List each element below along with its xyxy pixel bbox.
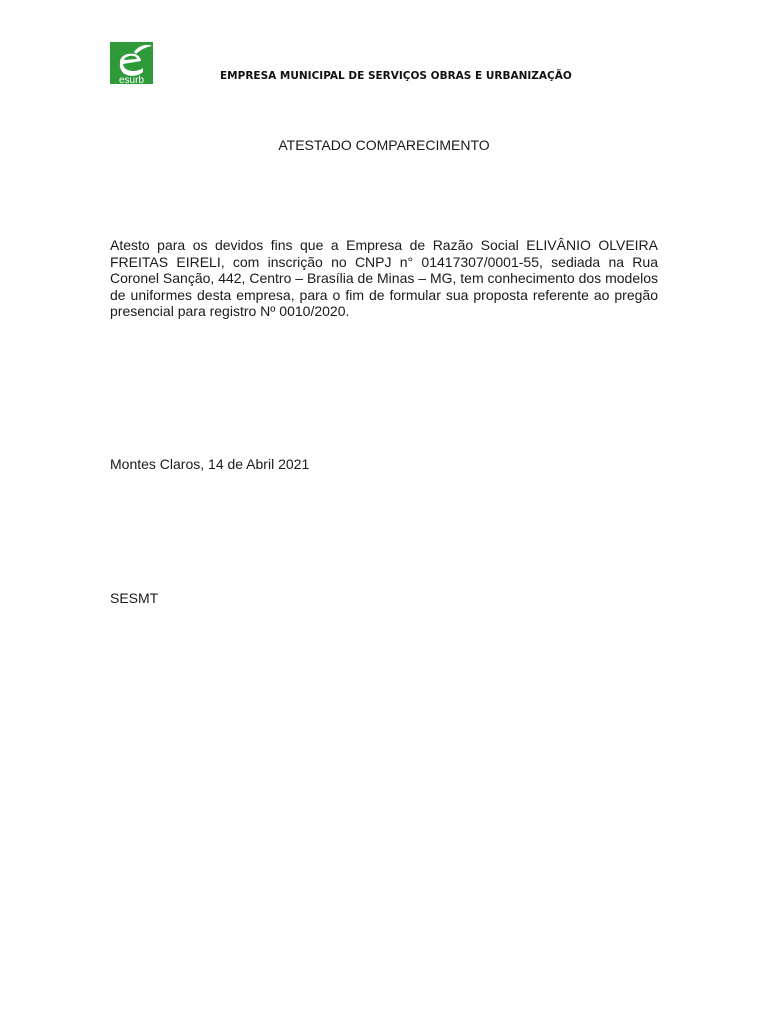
signature-line: SESMT <box>110 590 159 606</box>
organization-name: EMPRESA MUNICIPAL DE SERVIÇOS OBRAS E URBANIZAÇÃO <box>220 70 572 82</box>
esurb-logo <box>110 42 153 84</box>
document-title: ATESTADO COMPARECIMENTO <box>278 137 490 153</box>
attestation-body: Atesto para os devidos fins que a Empresa de Razão Social ELIVÂNIO OLVEIRA FREITAS EIRELI, com inscrição no CNPJ n° 01417307/0001-55, sediada na Rua Coronel Sanção, 442, Centro – Brasília de Minas – MG, tem conhecimento dos modelos de uniformes desta empresa, para o fim de formular sua proposta referente ao pregão presencial para registro Nº 0010/2020. <box>110 237 658 320</box>
date-line: Montes Claros, 14 de Abril 2021 <box>110 456 310 472</box>
logo-text: esurb <box>118 75 145 84</box>
